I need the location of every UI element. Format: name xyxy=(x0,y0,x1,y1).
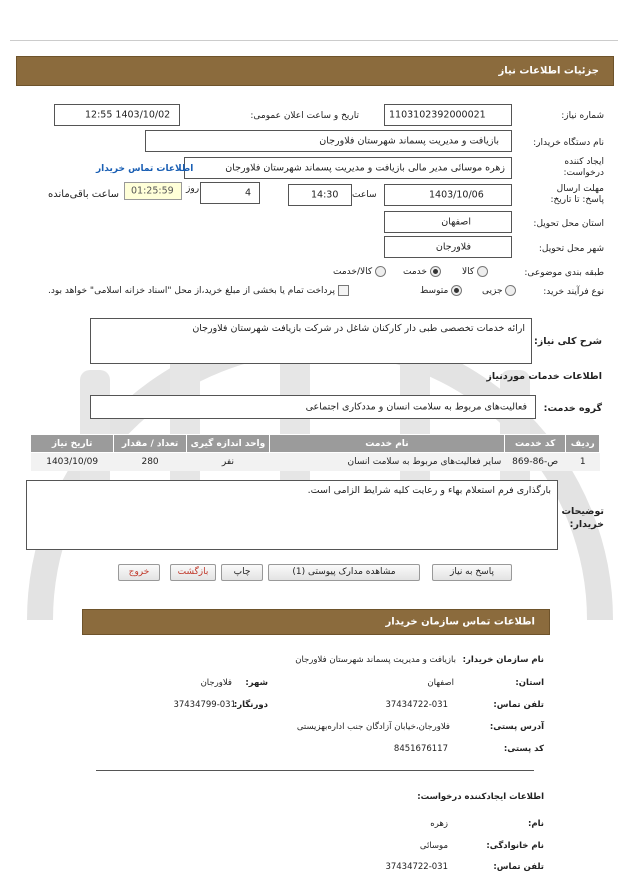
remaining-time-field: 01:25:59 xyxy=(124,182,182,200)
payment-treasury-checkbox[interactable]: پرداخت تمام یا بخشی از مبلغ خرید،از محل "اسناد خزانه اسلامی" خواهد بود. xyxy=(48,285,349,296)
contact-phone-value: 37434722-031 xyxy=(385,700,448,710)
contact-province-value: اصفهان xyxy=(427,678,454,688)
attachments-button[interactable]: مشاهده مدارک پیوستی (1) xyxy=(268,564,420,581)
back-button[interactable]: بازگشت xyxy=(170,564,216,581)
print-button[interactable]: چاپ xyxy=(221,564,263,581)
contact-postal-label: کد پستی: xyxy=(503,744,544,754)
service-group-field: فعالیت‌های مربوط به سلامت انسان و مددکاری اجتماعی xyxy=(90,395,536,419)
process-radio-medium[interactable]: متوسط xyxy=(420,285,462,296)
buyer-contact-link[interactable]: اطلاعات تماس خریدار xyxy=(96,164,194,174)
buyer-org-field: بازیافت و مدیریت پسماند شهرستان فلاورجان xyxy=(145,130,512,152)
col-name: نام خدمت xyxy=(270,435,505,453)
summary-field: ارائه خدمات تخصصی طبی دار کارکنان شاغل در شرکت بازیافت شهرستان فلاورجان xyxy=(90,318,532,364)
col-code: کد خدمت xyxy=(504,435,566,453)
contact-fax-value: 37434799-031 xyxy=(173,700,236,710)
reply-button[interactable]: پاسخ به نیاز xyxy=(432,564,512,581)
contact-org-value: بازیافت و مدیریت پسماند شهرستان فلاورجان xyxy=(295,655,456,665)
contact-org-label: نام سازمان خریدار: xyxy=(462,655,544,665)
top-divider xyxy=(10,40,618,41)
announce-field: 1403/10/02 12:55 xyxy=(54,104,180,126)
col-date: تاریخ نیاز xyxy=(31,435,114,453)
service-group-label: گروه خدمت: xyxy=(543,403,602,414)
category-radio-goods[interactable]: کالا xyxy=(462,266,488,277)
buyer-notes-field: بارگذاری فرم استعلام بهاء و رعایت کلیه شرایط الزامی است. xyxy=(26,480,558,550)
process-radio-minor[interactable]: جزیی xyxy=(482,285,516,296)
creator-name-value: زهره xyxy=(430,819,448,829)
city-field: فلاورجان xyxy=(384,236,512,258)
category-radio-service[interactable]: خدمت xyxy=(403,266,441,277)
contact-header: اطلاعات تماس سازمان خریدار xyxy=(82,609,550,635)
col-row: ردیف xyxy=(566,435,600,453)
contact-fax-label: دورنگار: xyxy=(233,700,268,710)
city-label: شهر محل تحویل: xyxy=(538,244,604,254)
creator-field: زهره موسائی مدیر مالی بازیافت و مدیریت پسماند شهرستان فلاورجان xyxy=(184,157,512,179)
province-field: اصفهان xyxy=(384,211,512,233)
exit-button[interactable]: خروج xyxy=(118,564,160,581)
contact-city-value: فلاورجان xyxy=(200,678,232,688)
deadline-label: مهلت ارسال پاسخ: تا تاریخ: xyxy=(550,184,604,205)
deadline-date-field: 1403/10/06 xyxy=(384,184,512,206)
services-table xyxy=(30,434,600,471)
deadline-time-field: 14:30 xyxy=(288,184,352,206)
remaining-label: ساعت باقی‌مانده xyxy=(48,189,120,200)
contact-province-label: استان: xyxy=(515,678,544,688)
table-row: 1 ص-86-869 سایر فعالیت‌های مربوط به سلامت انسان نفر 280 1403/10/09 xyxy=(31,453,600,472)
services-title: اطلاعات خدمات موردنیاز xyxy=(486,371,602,382)
creator-family-label: نام خانوادگی: xyxy=(486,841,544,851)
page-header xyxy=(16,56,614,86)
contact-address-label: آدرس پستی: xyxy=(489,722,544,732)
creator-phone-value: 37434722-031 xyxy=(385,862,448,872)
col-unit: واحد اندازه گیری xyxy=(186,435,269,453)
need-number-label: شماره نیاز: xyxy=(561,111,604,121)
day-label: روز xyxy=(186,184,200,194)
deadline-time-label: ساعت xyxy=(352,190,377,200)
contact-phone-label: تلفن تماس: xyxy=(493,700,544,710)
creator-name-label: نام: xyxy=(527,819,544,829)
contact-divider xyxy=(96,770,534,771)
contact-postal-value: 8451676117 xyxy=(393,744,448,754)
announce-label: تاریخ و ساعت اعلان عمومی: xyxy=(250,111,359,121)
contact-address-value: فلاورجان،خیابان آزادگان جنب اداره‌بهزیستی xyxy=(296,722,450,732)
need-number-field: 1103102392000021 xyxy=(384,104,512,126)
summary-label: شرح کلی نیاز: xyxy=(533,336,602,347)
buyer-org-label: نام دستگاه خریدار: xyxy=(533,138,604,148)
col-qty: تعداد / مقدار xyxy=(114,435,186,453)
creator-phone-label: تلفن تماس: xyxy=(493,862,544,872)
days-field: 4 xyxy=(200,182,260,204)
contact-city-label: شهر: xyxy=(245,678,268,688)
process-label: نوع فرآیند خرید: xyxy=(543,287,604,297)
buyer-notes-label: توضیحات خریدار: xyxy=(561,506,604,530)
creator-info-title: اطلاعات ایجادکننده درخواست: xyxy=(417,792,544,802)
province-label: استان محل تحویل: xyxy=(533,219,604,229)
category-radio-goods-service[interactable]: کالا/خدمت xyxy=(333,266,386,277)
page-title: جزئیات اطلاعات نیاز xyxy=(498,65,599,77)
category-label: طبقه بندی موضوعی: xyxy=(524,268,604,278)
creator-label: ایجاد کننده درخواست: xyxy=(563,157,604,178)
creator-family-value: موسائی xyxy=(419,841,448,851)
